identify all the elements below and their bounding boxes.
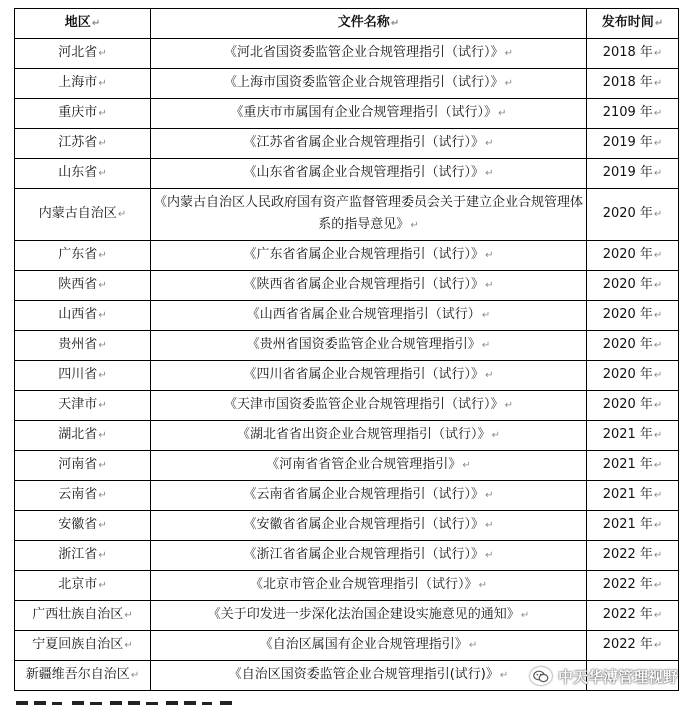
- document-cell: [151, 331, 587, 361]
- region-cell: [15, 571, 151, 601]
- region-cell-text: 四川省: [58, 367, 98, 382]
- document-cell: [151, 189, 587, 241]
- table-row: [15, 541, 679, 571]
- paragraph-mark: ↵: [410, 220, 419, 231]
- paragraph-mark: ↵: [485, 168, 494, 179]
- document-cell-text: 《四川省省属企业合规管理指引（试行）》: [243, 367, 485, 382]
- region-cell: [15, 541, 151, 571]
- table-row: [15, 271, 679, 301]
- date-cell: [587, 241, 679, 271]
- paragraph-mark: ↵: [653, 78, 663, 89]
- document-cell-text: 《贵州省国资委监管企业合规管理指引》: [246, 337, 481, 352]
- date-cell: [587, 451, 679, 481]
- paragraph-mark: ↵: [653, 460, 663, 471]
- region-cell: [15, 129, 151, 159]
- paragraph-mark: ↵: [98, 280, 107, 291]
- paragraph-mark: ↵: [504, 48, 513, 59]
- region-cell-text: 内蒙古自治区: [38, 206, 117, 221]
- region-cell: [15, 241, 151, 271]
- region-cell-text: 上海市: [58, 75, 98, 90]
- paragraph-mark: ↵: [91, 18, 101, 29]
- date-cell-text: 2020 年: [602, 367, 653, 382]
- paragraph-mark: ↵: [485, 550, 494, 561]
- table-row: [15, 601, 679, 631]
- region-cell: [15, 481, 151, 511]
- paragraph-mark: ↵: [485, 490, 494, 501]
- document-cell-text: 《浙江省省属企业合规管理指引（试行）》: [243, 547, 485, 562]
- paragraph-mark: ↵: [485, 370, 494, 381]
- region-cell: [15, 361, 151, 391]
- date-cell-text: 2018 年: [602, 45, 653, 60]
- region-cell-text: 天津市: [58, 397, 98, 412]
- paragraph-mark: ↵: [485, 138, 494, 149]
- paragraph-mark: ↵: [653, 550, 663, 561]
- region-cell-text: 新疆维吾尔自治区: [25, 667, 130, 682]
- region-cell-text: 北京市: [58, 577, 98, 592]
- document-cell-text: 《自治区国资委监管企业合规管理指引(试行)》: [228, 667, 499, 682]
- document-cell: [151, 541, 587, 571]
- paragraph-mark: ↵: [653, 209, 663, 220]
- date-cell-text: 2020 年: [602, 307, 653, 322]
- document-cell-text: 《关于印发进一步深化法治国企建设实施意见的通知》: [207, 607, 520, 622]
- paragraph-mark: ↵: [98, 108, 107, 119]
- document-cell: [151, 129, 587, 159]
- region-cell: [15, 99, 151, 129]
- document-cell: [151, 361, 587, 391]
- region-cell-text: 宁夏回族自治区: [32, 637, 124, 652]
- date-cell-text: 2022 年: [602, 577, 653, 592]
- watermark-text: 中天华溥管理视野: [557, 667, 678, 686]
- regulation-table: [14, 8, 679, 691]
- date-cell: [587, 69, 679, 99]
- region-cell-text: 山西省: [58, 307, 98, 322]
- paragraph-mark: ↵: [462, 460, 471, 471]
- paragraph-mark: ↵: [98, 138, 107, 149]
- region-cell: [15, 451, 151, 481]
- paragraph-mark: ↵: [499, 670, 509, 681]
- date-cell: [587, 391, 679, 421]
- region-cell-text: 贵州省: [58, 337, 98, 352]
- paragraph-mark: ↵: [504, 400, 513, 411]
- paragraph-mark: ↵: [653, 340, 663, 351]
- document-cell: [151, 661, 587, 691]
- date-cell: [587, 601, 679, 631]
- date-cell: [587, 271, 679, 301]
- region-cell-text: 山东省: [58, 165, 98, 180]
- region-cell: [15, 301, 151, 331]
- paragraph-mark: ↵: [653, 430, 663, 441]
- date-cell-text: 2018 年: [602, 75, 653, 90]
- date-cell-text: 2109 年: [602, 105, 653, 120]
- document-cell: [151, 481, 587, 511]
- paragraph-mark: ↵: [653, 48, 663, 59]
- paragraph-mark: ↵: [653, 370, 663, 381]
- paragraph-mark: ↵: [98, 400, 107, 411]
- date-cell-text: 2022 年: [602, 637, 653, 652]
- region-cell: [15, 331, 151, 361]
- document-cell-text: 《河北省国资委监管企业合规管理指引（试行）》: [224, 45, 504, 60]
- region-cell-text: 陕西省: [58, 277, 98, 292]
- paragraph-mark: ↵: [654, 18, 664, 29]
- paragraph-mark: ↵: [485, 520, 494, 531]
- date-cell-text: 2020 年: [602, 206, 653, 221]
- date-cell: [587, 301, 679, 331]
- region-cell: [15, 39, 151, 69]
- date-cell-text: 2022 年: [602, 547, 653, 562]
- table-row: [15, 421, 679, 451]
- paragraph-mark: ↵: [130, 670, 140, 681]
- document-cell-text: 《重庆市市属国有企业合规管理指引（试行）》: [230, 105, 498, 120]
- region-cell: [15, 511, 151, 541]
- document-cell: [151, 451, 587, 481]
- document-cell-text: 《安徽省省属企业合规管理指引（试行）》: [243, 517, 485, 532]
- document-cell-text: 《上海市国资委监管企业合规管理指引（试行）》: [224, 75, 504, 90]
- paragraph-mark: ↵: [98, 580, 107, 591]
- region-cell-text: 广西壮族自治区: [32, 607, 124, 622]
- region-cell-text: 云南省: [58, 487, 98, 502]
- paragraph-mark: ↵: [653, 400, 663, 411]
- document-cell: [151, 391, 587, 421]
- date-cell: [587, 481, 679, 511]
- paragraph-mark: ↵: [653, 108, 663, 119]
- paragraph-mark: ↵: [98, 460, 107, 471]
- watermark: [530, 664, 678, 688]
- table-body: [15, 39, 679, 691]
- document-cell: [151, 271, 587, 301]
- paragraph-mark: ↵: [98, 370, 107, 381]
- date-cell: [587, 39, 679, 69]
- table-row: [15, 301, 679, 331]
- paragraph-mark: ↵: [98, 550, 107, 561]
- region-cell: [15, 271, 151, 301]
- document-cell-text: 《山西省省属企业合规管理指引（试行）: [246, 307, 481, 322]
- date-cell: [587, 189, 679, 241]
- paragraph-mark: ↵: [481, 310, 491, 321]
- date-cell-text: 2021 年: [602, 487, 653, 502]
- region-cell-text: 河南省: [58, 457, 98, 472]
- region-cell-text: 江苏省: [58, 135, 98, 150]
- table-row: [15, 39, 679, 69]
- table-row: [15, 129, 679, 159]
- date-cell-text: 2021 年: [602, 427, 653, 442]
- column-header-date: 发布时间↵: [587, 9, 679, 39]
- document-cell-text: 《云南省省属企业合规管理指引（试行）》: [243, 487, 485, 502]
- paragraph-mark: ↵: [117, 209, 127, 220]
- document-cell: [151, 631, 587, 661]
- region-cell: [15, 631, 151, 661]
- date-cell: [587, 361, 679, 391]
- column-header-region: 地区↵: [15, 9, 151, 39]
- document-cell-text: 《陕西省省属企业合规管理指引（试行）》: [243, 277, 485, 292]
- document-cell-text: 《广东省省属企业合规管理指引（试行）》: [243, 247, 485, 262]
- region-cell-text: 安徽省: [58, 517, 98, 532]
- document-cell-text: 《北京市管企业合规管理指引（试行）》: [250, 577, 478, 592]
- paragraph-mark: ↵: [653, 610, 663, 621]
- document-cell: [151, 301, 587, 331]
- paragraph-mark: ↵: [653, 520, 663, 531]
- paragraph-mark: ↵: [485, 280, 494, 291]
- document-cell-text: 《自治区属国有企业合规管理指引》: [259, 637, 468, 652]
- paragraph-mark: ↵: [478, 580, 487, 591]
- region-cell: [15, 159, 151, 189]
- table-row: [15, 331, 679, 361]
- region-cell: [15, 69, 151, 99]
- document-cell-text: 《天津市国资委监管企业合规管理指引（试行）》: [224, 397, 504, 412]
- paragraph-mark: ↵: [98, 490, 107, 501]
- paragraph-mark: ↵: [468, 640, 478, 651]
- table-row: [15, 391, 679, 421]
- document-cell: [151, 571, 587, 601]
- date-cell-text: 2020 年: [602, 247, 653, 262]
- paragraph-mark: ↵: [98, 310, 107, 321]
- table-header-row: [15, 9, 679, 39]
- paragraph-mark: ↵: [653, 168, 663, 179]
- date-cell: [587, 511, 679, 541]
- date-cell: [587, 571, 679, 601]
- paragraph-mark: ↵: [481, 340, 491, 351]
- document-cell-text: 《江苏省省属企业合规管理指引（试行）》: [243, 135, 485, 150]
- region-cell: [15, 421, 151, 451]
- document-cell: [151, 39, 587, 69]
- paragraph-mark: ↵: [98, 520, 107, 531]
- paragraph-mark: ↵: [653, 310, 663, 321]
- date-cell: [587, 129, 679, 159]
- document-cell-text: 《湖北省省出资企业合规管理指引（试行）》: [237, 427, 491, 442]
- date-cell-text: 2019 年: [602, 135, 653, 150]
- document-cell: [151, 99, 587, 129]
- date-cell-text: 2021 年: [602, 517, 653, 532]
- paragraph-mark: ↵: [98, 78, 107, 89]
- region-cell-text: 广东省: [58, 247, 98, 262]
- region-cell: [15, 189, 151, 241]
- document-cell: [151, 69, 587, 99]
- paragraph-mark: ↵: [98, 168, 107, 179]
- document-cell: [151, 159, 587, 189]
- paragraph-mark: ↵: [485, 250, 494, 261]
- region-cell: [15, 601, 151, 631]
- paragraph-mark: ↵: [124, 610, 133, 621]
- paragraph-mark: ↵: [98, 430, 107, 441]
- paragraph-mark: ↵: [390, 18, 400, 29]
- document-cell: [151, 511, 587, 541]
- region-cell: [15, 391, 151, 421]
- table-row: [15, 159, 679, 189]
- paragraph-mark: ↵: [498, 108, 507, 119]
- document-cell-text: 《山东省省属企业合规管理指引（试行）》: [243, 165, 485, 180]
- paragraph-mark: ↵: [653, 490, 663, 501]
- table-row: [15, 481, 679, 511]
- region-cell: [15, 661, 151, 691]
- region-cell-text: 重庆市: [58, 105, 98, 120]
- paragraph-mark: ↵: [653, 250, 663, 261]
- region-cell-text: 湖北省: [58, 427, 98, 442]
- paragraph-mark: ↵: [124, 640, 133, 651]
- document-cell-text: 《河南省省管企业合规管理指引》: [266, 457, 462, 472]
- date-cell: [587, 421, 679, 451]
- paragraph-mark: ↵: [98, 48, 107, 59]
- date-cell-text: 2020 年: [602, 397, 653, 412]
- document-cell-text: 《内蒙古自治区人民政府国有资产监督管理委员会关于建立企业合规管理体系的指导意见》: [154, 195, 584, 232]
- date-cell-text: 2019 年: [602, 165, 653, 180]
- date-cell: [587, 159, 679, 189]
- document-cell: [151, 601, 587, 631]
- document-cell: [151, 421, 587, 451]
- table-row: [15, 631, 679, 661]
- date-cell-text: 2020 年: [602, 337, 653, 352]
- table-row: [15, 451, 679, 481]
- date-cell: [587, 331, 679, 361]
- table-row: [15, 571, 679, 601]
- table-row: [15, 241, 679, 271]
- paragraph-mark: ↵: [491, 430, 500, 441]
- paragraph-mark: ↵: [653, 640, 663, 651]
- date-cell: [587, 631, 679, 661]
- table-row: [15, 69, 679, 99]
- date-cell-text: 2022 年: [602, 607, 653, 622]
- date-cell: [587, 99, 679, 129]
- paragraph-mark: ↵: [653, 138, 663, 149]
- table-row: [15, 361, 679, 391]
- column-header-document: 文件名称↵: [151, 9, 587, 39]
- paragraph-mark: ↵: [504, 78, 513, 89]
- date-cell-text: 2021 年: [602, 457, 653, 472]
- paragraph-mark: ↵: [98, 250, 107, 261]
- table-row: [15, 99, 679, 129]
- document-cell: [151, 241, 587, 271]
- cropped-text-line: [14, 699, 314, 705]
- wechat-icon: [530, 667, 552, 685]
- table-row: [15, 511, 679, 541]
- date-cell-text: 2020 年: [602, 277, 653, 292]
- paragraph-mark: ↵: [520, 610, 530, 621]
- region-cell-text: 浙江省: [58, 547, 98, 562]
- paragraph-mark: ↵: [98, 340, 107, 351]
- paragraph-mark: ↵: [653, 280, 663, 291]
- date-cell: [587, 541, 679, 571]
- table-row: [15, 189, 679, 241]
- region-cell-text: 河北省: [58, 45, 98, 60]
- paragraph-mark: ↵: [653, 580, 663, 591]
